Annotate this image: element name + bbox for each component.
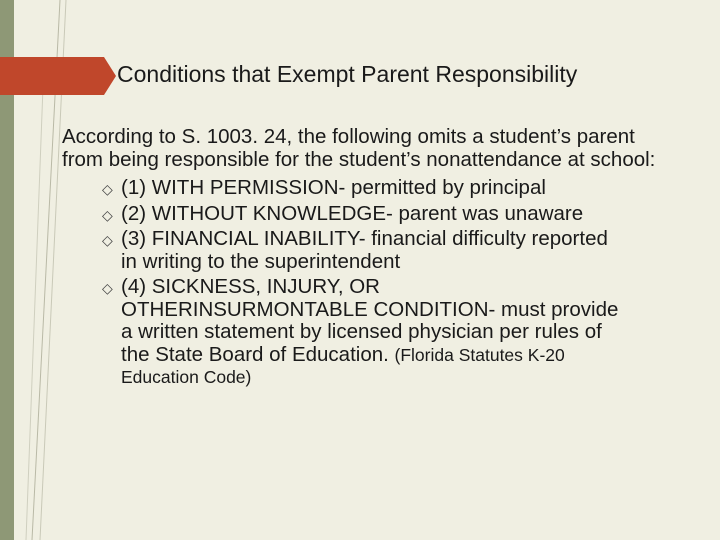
bullet-line: in writing to the superintendent	[121, 249, 401, 273]
slide-body	[62, 126, 720, 392]
citation-part2: Education Code)	[121, 367, 252, 387]
bullet-line: (4) SICKNESS, INJURY, OR	[121, 275, 380, 298]
diamond-bullet-icon: ◇	[102, 181, 113, 197]
bullet-line: a written statement by licensed physician per rules of	[121, 320, 602, 343]
bullet-line: (3) FINANCIAL INABILITY- financial difficulty reported	[121, 227, 608, 250]
bullet-line	[121, 344, 720, 367]
bullet-item	[62, 276, 720, 389]
bullet-line: OTHERINSURMONTABLE CONDITION- must provide	[121, 297, 619, 321]
bullet-line: (2) WITHOUT KNOWLEDGE- parent was unaware	[121, 201, 584, 225]
diamond-bullet-icon: ◇	[102, 232, 113, 248]
bullet-line: (1) WITH PERMISSION- permitted by principal	[121, 176, 546, 199]
citation-part1: (Florida Statutes K-20	[394, 344, 565, 365]
diamond-bullet-icon: ◇	[102, 280, 113, 296]
slide-title: Conditions that Exempt Parent Responsibility	[117, 61, 578, 87]
title-accent-tab	[0, 57, 104, 95]
bullet-line-text: the State Board of Education.	[121, 342, 389, 366]
bullet-item	[62, 228, 720, 273]
intro-paragraph: According to S. 1003. 24, the following omits a student’s parent from being responsible for the student’s nonattendance at school:	[62, 125, 656, 171]
bullet-item	[62, 203, 720, 226]
bullet-item	[62, 177, 720, 200]
diamond-bullet-icon: ◇	[102, 206, 113, 223]
